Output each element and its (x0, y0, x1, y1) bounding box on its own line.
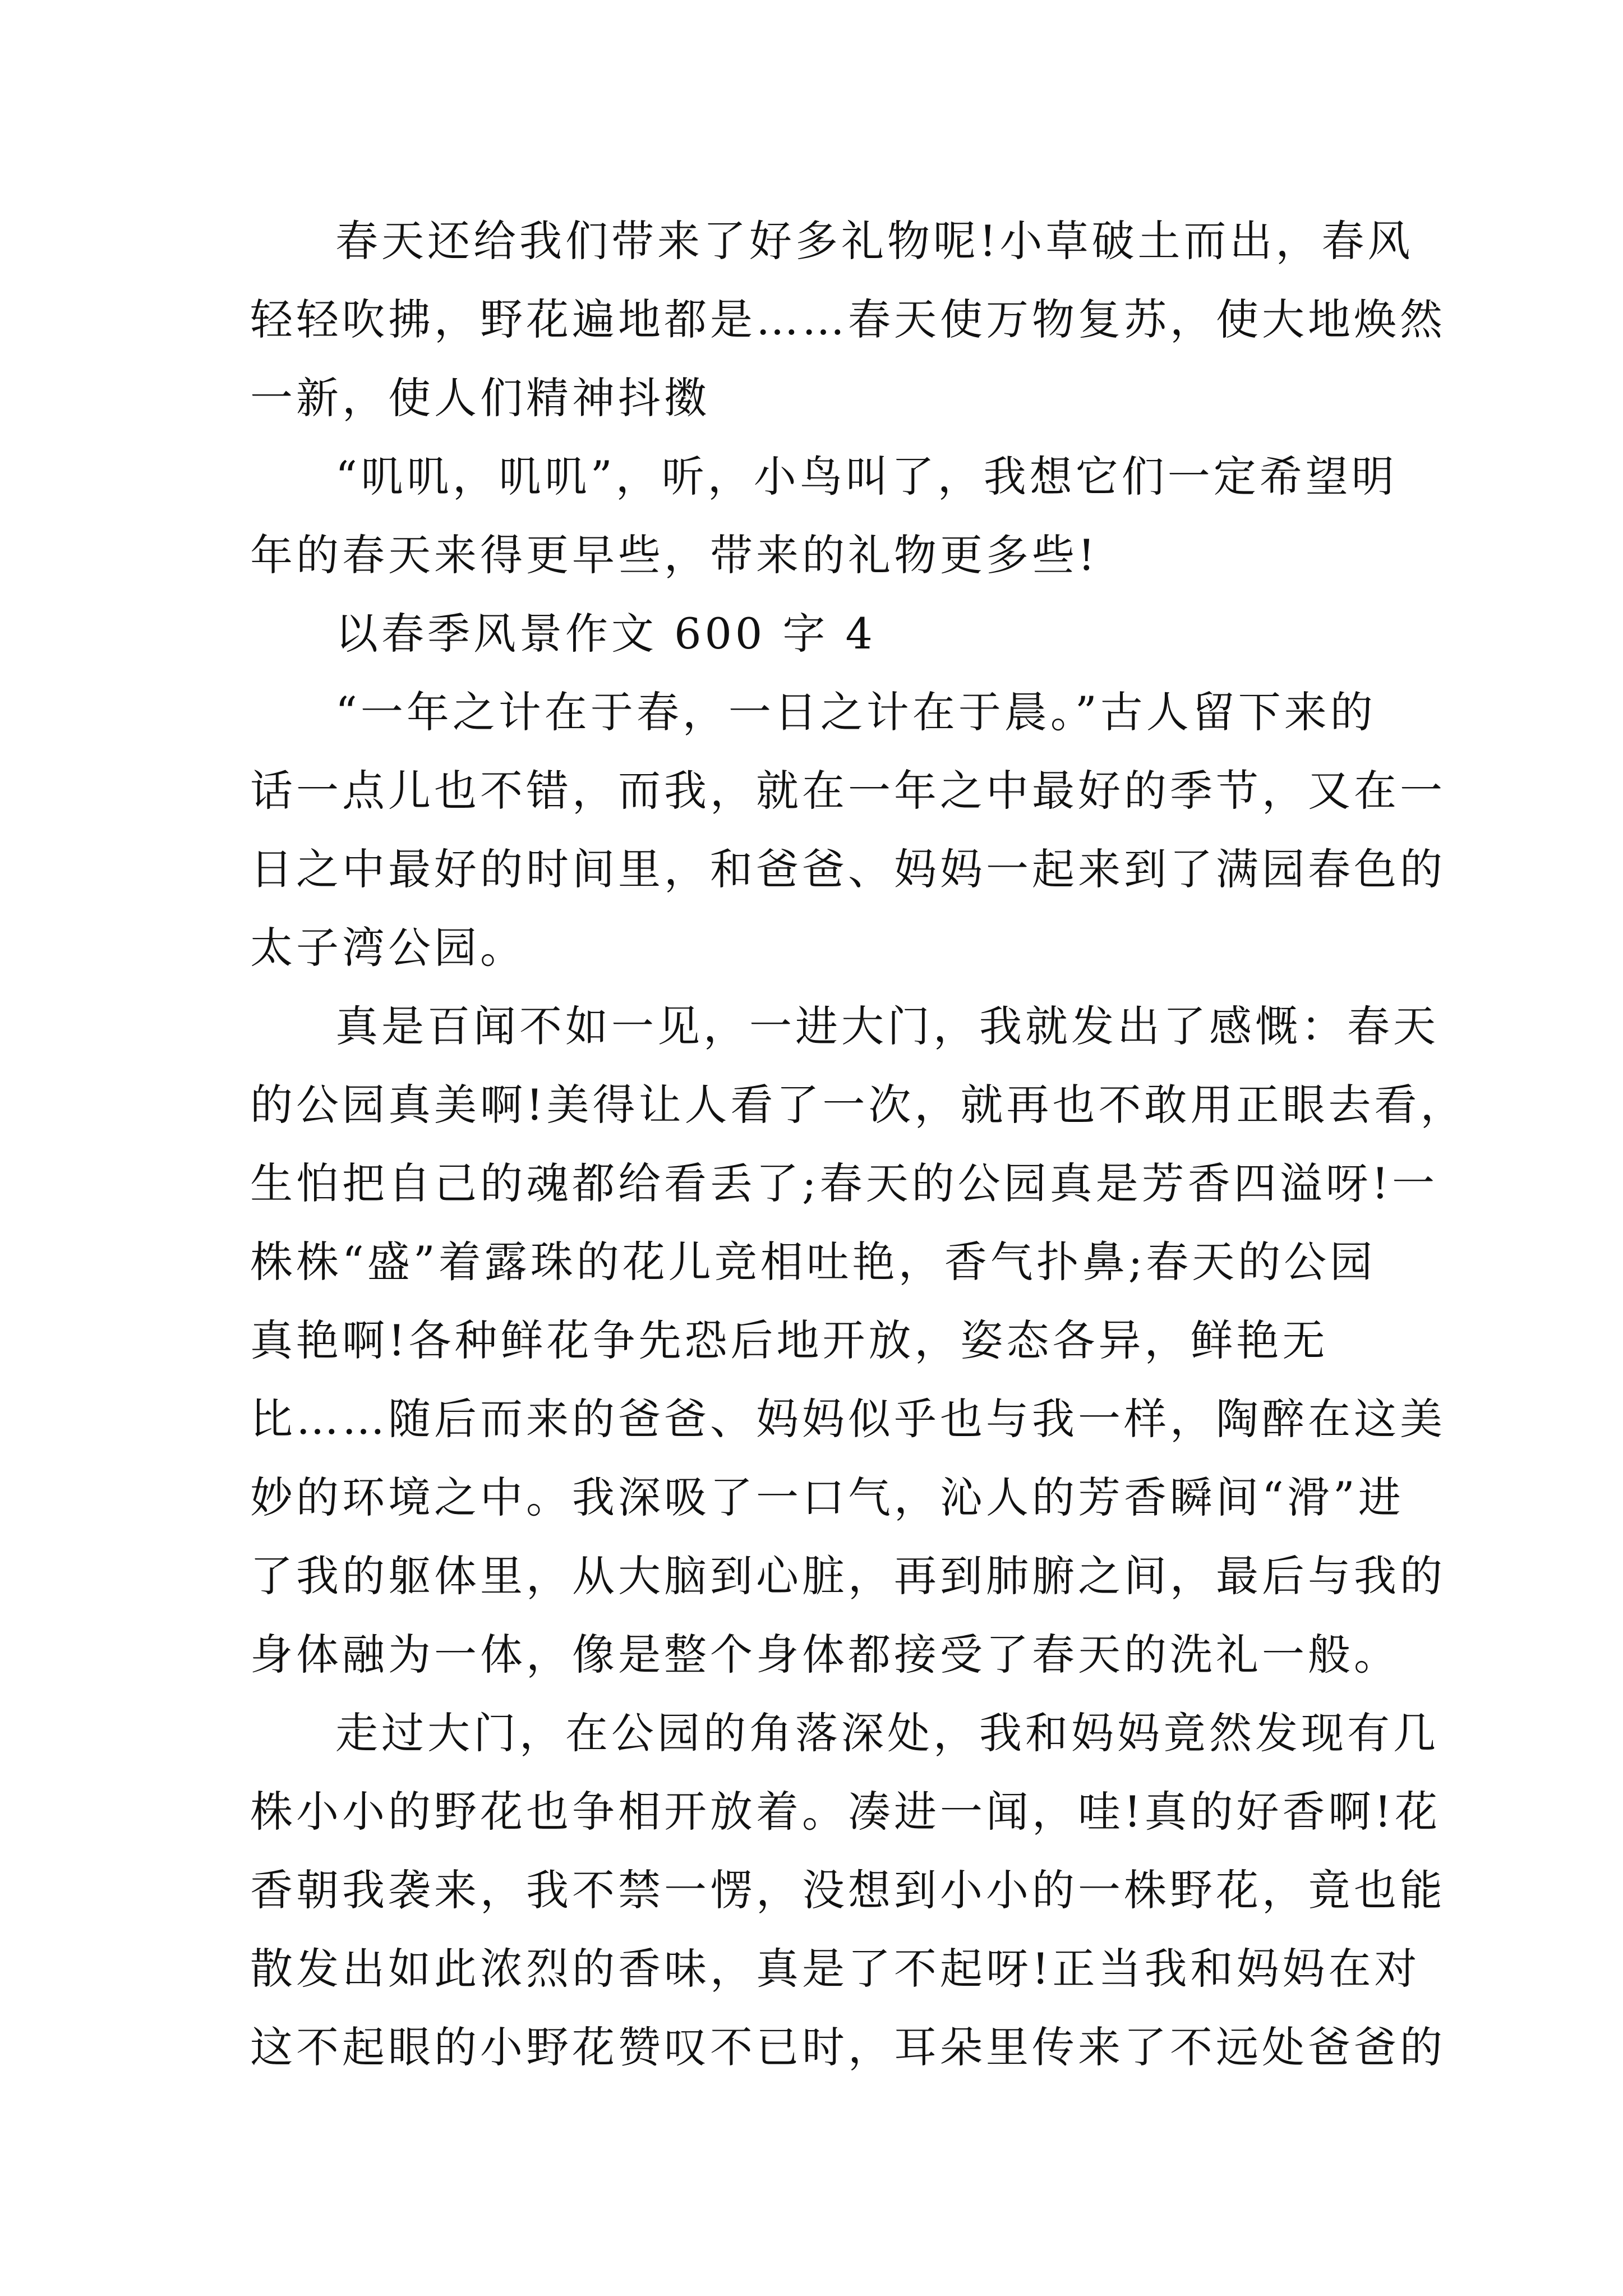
text-line: 真是百闻不如一见，一进大门，我就发出了感慨：春天 (335, 1001, 1439, 1051)
text-line: 太子湾公园。 (250, 923, 526, 973)
text-line: 生怕把自己的魂都给看丢了;春天的公园真是芳香四溢呀!一 (250, 1158, 1438, 1208)
text-line: 了我的躯体里，从大脑到心脏，再到肺腑之间，最后与我的 (250, 1551, 1446, 1601)
document-body (250, 202, 1467, 2087)
text-line: 株小小的野花也争相开放着。凑进一闻，哇!真的好香啊!花 (250, 1787, 1441, 1837)
text-line: “一年之计在于春，一日之计在于晨。”古人留下来的 (335, 687, 1376, 737)
text-line: “叽叽，叽叽”，听，小鸟叫了，我想它们一定希望明 (335, 452, 1398, 501)
section-heading: 以春季风景作文 600 字 4 (335, 609, 876, 659)
text-line: 株株“盛”着露珠的花儿竞相吐艳，香气扑鼻;春天的公园 (250, 1237, 1376, 1287)
text-line: 散发出如此浓烈的香味，真是了不起呀!正当我和妈妈在对 (250, 1944, 1421, 1994)
text-line: 妙的环境之中。我深吸了一口气，沁人的芳香瞬间“滑”进 (250, 1473, 1404, 1522)
text-line: 一新，使人们精神抖擞 (250, 373, 710, 423)
text-line: 年的春天来得更早些，带来的礼物更多些! (250, 530, 1099, 580)
text-line: 真艳啊!各种鲜花争先恐后地开放，姿态各异，鲜艳无 (250, 1315, 1329, 1365)
text-line: 这不起眼的小野花赞叹不已时，耳朵里传来了不远处爸爸的 (250, 2022, 1446, 2072)
text-line: 比……随后而来的爸爸、妈妈似乎也与我一样，陶醉在这美 (250, 1394, 1446, 1444)
text-line: 日之中最好的时间里，和爸爸、妈妈一起来到了满园春色的 (250, 844, 1446, 894)
text-line: 香朝我袭来，我不禁一愣，没想到小小的一株野花，竟也能 (250, 1865, 1446, 1915)
text-line: 走过大门，在公园的角落深处，我和妈妈竟然发现有几 (335, 1708, 1439, 1758)
text-line: 春天还给我们带来了好多礼物呢!小草破土而出，春风 (335, 216, 1414, 266)
text-line: 的公园真美啊!美得让人看了一次，就再也不敢用正眼去看， (250, 1080, 1467, 1130)
text-line: 轻轻吹拂，野花遍地都是……春天使万物复苏，使大地焕然 (250, 295, 1446, 344)
text-line: 话一点儿也不错，而我，就在一年之中最好的季节，又在一 (250, 766, 1446, 816)
text-line: 身体融为一体，像是整个身体都接受了春天的洗礼一般。 (250, 1630, 1400, 1680)
